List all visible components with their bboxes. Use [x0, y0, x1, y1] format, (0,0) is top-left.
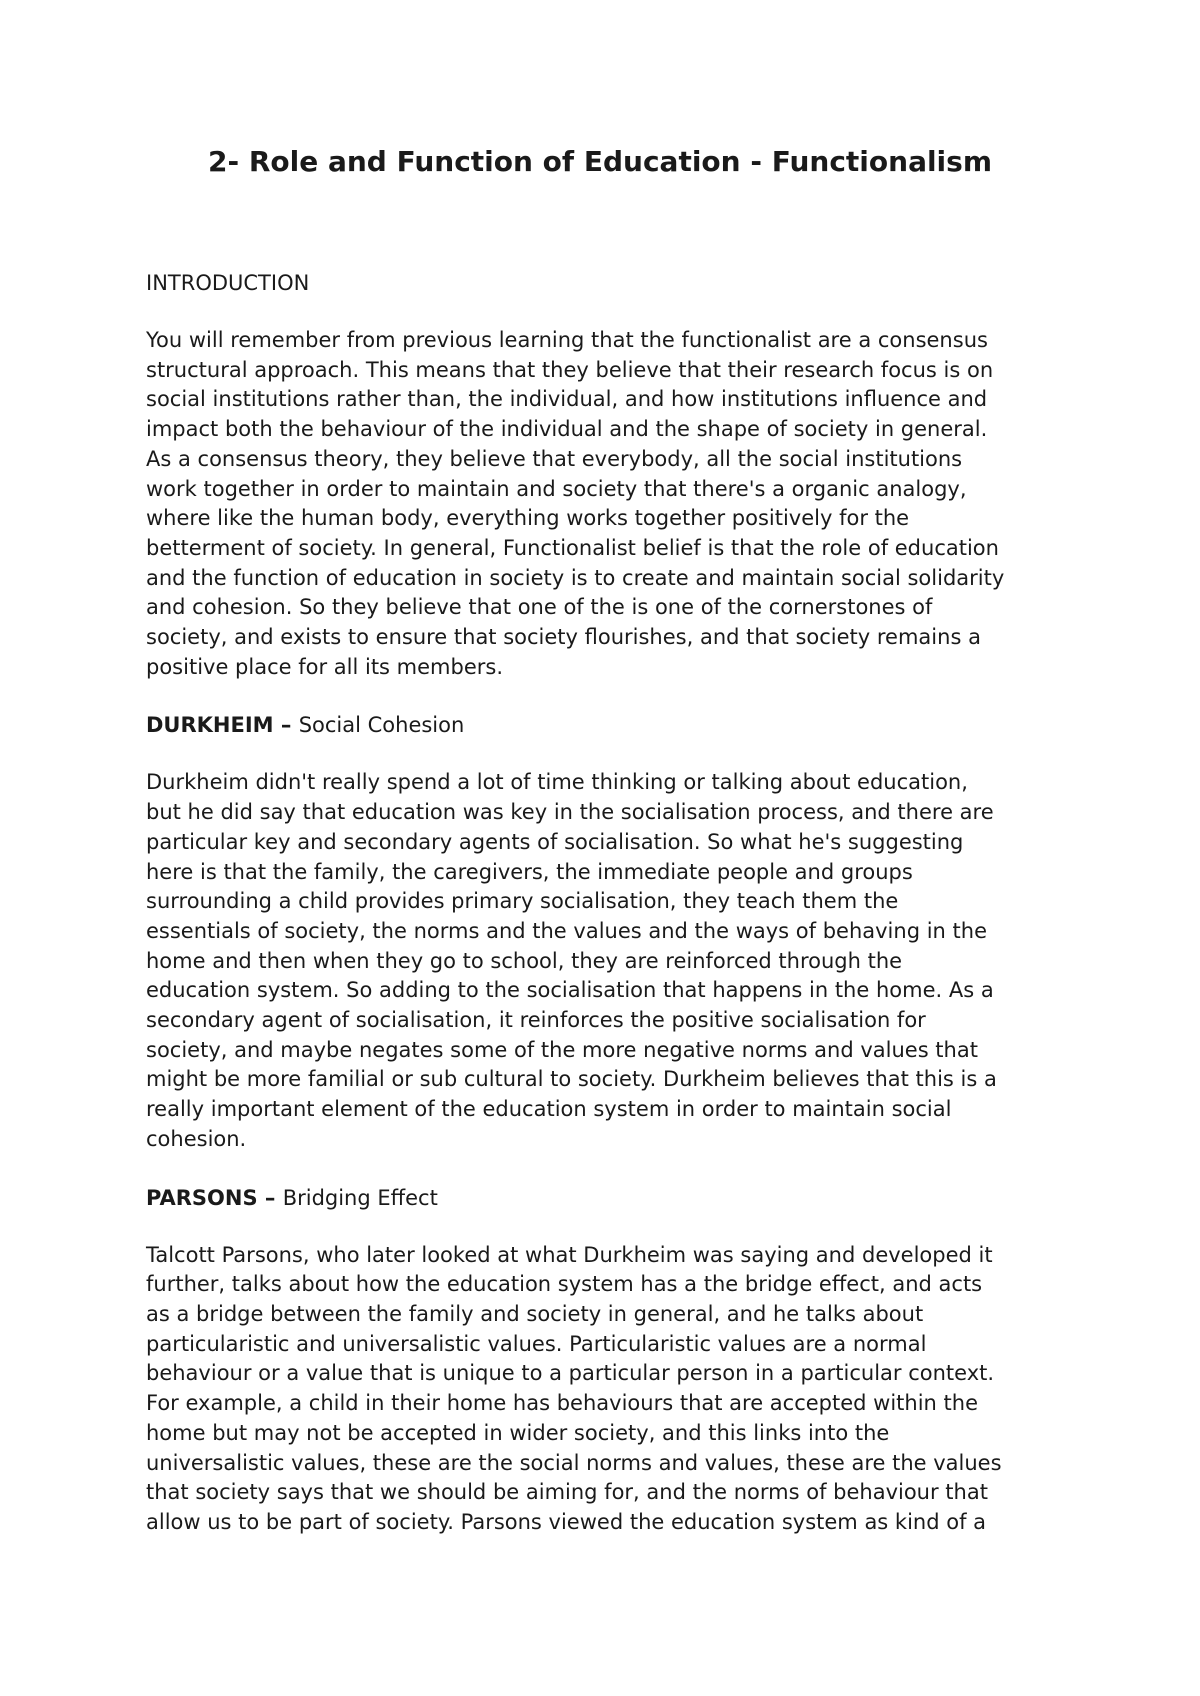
section-heading — [146, 268, 1086, 298]
section-heading — [146, 1183, 1086, 1213]
section-heading-text: INTRODUCTION — [146, 271, 310, 295]
paragraph-line: and the function of education in society is to create and maintain social solidarity — [146, 565, 1005, 590]
section-paragraph — [146, 326, 1086, 682]
document-title: 2- Role and Function of Education - Functionalism — [207, 145, 992, 178]
paragraph-line: might be more familial or sub cultural to society. Durkheim believes that this is a — [146, 1067, 997, 1092]
paragraph-line: home but may not be accepted in wider society, and this links into the — [146, 1420, 890, 1445]
paragraph-line: where like the human body, everything works together positively for the — [146, 506, 910, 531]
section-parsons — [146, 1183, 1086, 1538]
paragraph-line: For example, a child in their home has behaviours that are accepted within the — [146, 1391, 978, 1416]
paragraph-line: as a bridge between the family and society in general, and he talks about — [146, 1301, 924, 1326]
paragraph-line: As a consensus theory, they believe that everybody, all the social institutions — [146, 446, 963, 471]
paragraph-line: Talcott Parsons, who later looked at what Durkheim was saying and developed it — [146, 1242, 993, 1267]
section-heading-text: PARSONS – — [146, 1185, 283, 1210]
paragraph-line: positive place for all its members. — [146, 654, 503, 679]
paragraph-line: impact both the behaviour of the individual and the shape of society in general. — [146, 417, 988, 442]
paragraph-line: cohesion. — [146, 1126, 247, 1151]
paragraph-line: surrounding a child provides primary socialisation, they teach them the — [146, 889, 899, 914]
paragraph-line: betterment of society. In general, Functionalist belief is that the role of education — [146, 535, 999, 560]
section-heading-text: DURKHEIM – — [146, 713, 299, 738]
section-durkheim — [146, 710, 1086, 1154]
section-heading — [146, 710, 1086, 740]
paragraph-line: really important element of the education system in order to maintain social — [146, 1097, 952, 1122]
paragraph-line: You will remember from previous learning that the functionalist are a consensus — [146, 328, 988, 352]
paragraph-line: education system. So adding to the socialisation that happens in the home. As a — [146, 978, 994, 1003]
paragraph-line: secondary agent of socialisation, it reinforces the positive socialisation for — [146, 1008, 926, 1033]
paragraph-line: and cohesion. So they believe that one of the is one of the cornerstones of — [146, 595, 933, 620]
paragraph-line: particularistic and universalistic values. Particularistic values are a normal — [146, 1331, 927, 1356]
paragraph-line: particular key and secondary agents of socialisation. So what he's suggesting — [146, 829, 964, 854]
paragraph-line: work together in order to maintain and society that there's a organic analogy, — [146, 476, 967, 501]
section-subheading: Social Cohesion — [298, 713, 465, 738]
paragraph-line: structural approach. This means that they believe that their research focus is on — [146, 357, 994, 382]
paragraph-line: universalistic values, these are the social norms and values, these are the values — [146, 1450, 1002, 1475]
section-introduction — [146, 268, 1086, 682]
paragraph-line: further, talks about how the education system has a the bridge effect, and acts — [146, 1272, 983, 1297]
paragraph-line: here is that the family, the caregivers, the immediate people and groups — [146, 859, 913, 884]
paragraph-line: home and then when they go to school, they are reinforced through the — [146, 948, 903, 973]
paragraph-line: allow us to be part of society. Parsons viewed the education system as kind of a — [146, 1509, 987, 1534]
paragraph-line: that society says that we should be aiming for, and the norms of behaviour that — [146, 1480, 988, 1505]
paragraph-line: Durkheim didn't really spend a lot of time thinking or talking about education, — [146, 770, 968, 795]
section-paragraph — [146, 1241, 1086, 1538]
paragraph-line: essentials of society, the norms and the values and the ways of behaving in the — [146, 918, 987, 943]
paragraph-line: but he did say that education was key in the socialisation process, and there are — [146, 800, 994, 825]
paragraph-line: social institutions rather than, the individual, and how institutions influence and — [146, 387, 988, 412]
section-subheading: Bridging Effect — [282, 1185, 438, 1210]
paragraph-line: behaviour or a value that is unique to a particular person in a particular context. — [146, 1361, 995, 1386]
section-paragraph — [146, 768, 1086, 1154]
paragraph-line: society, and exists to ensure that society flourishes, and that society remains a — [146, 625, 981, 650]
document-body — [146, 268, 1086, 1566]
paragraph-line: society, and maybe negates some of the more negative norms and values that — [146, 1037, 978, 1062]
